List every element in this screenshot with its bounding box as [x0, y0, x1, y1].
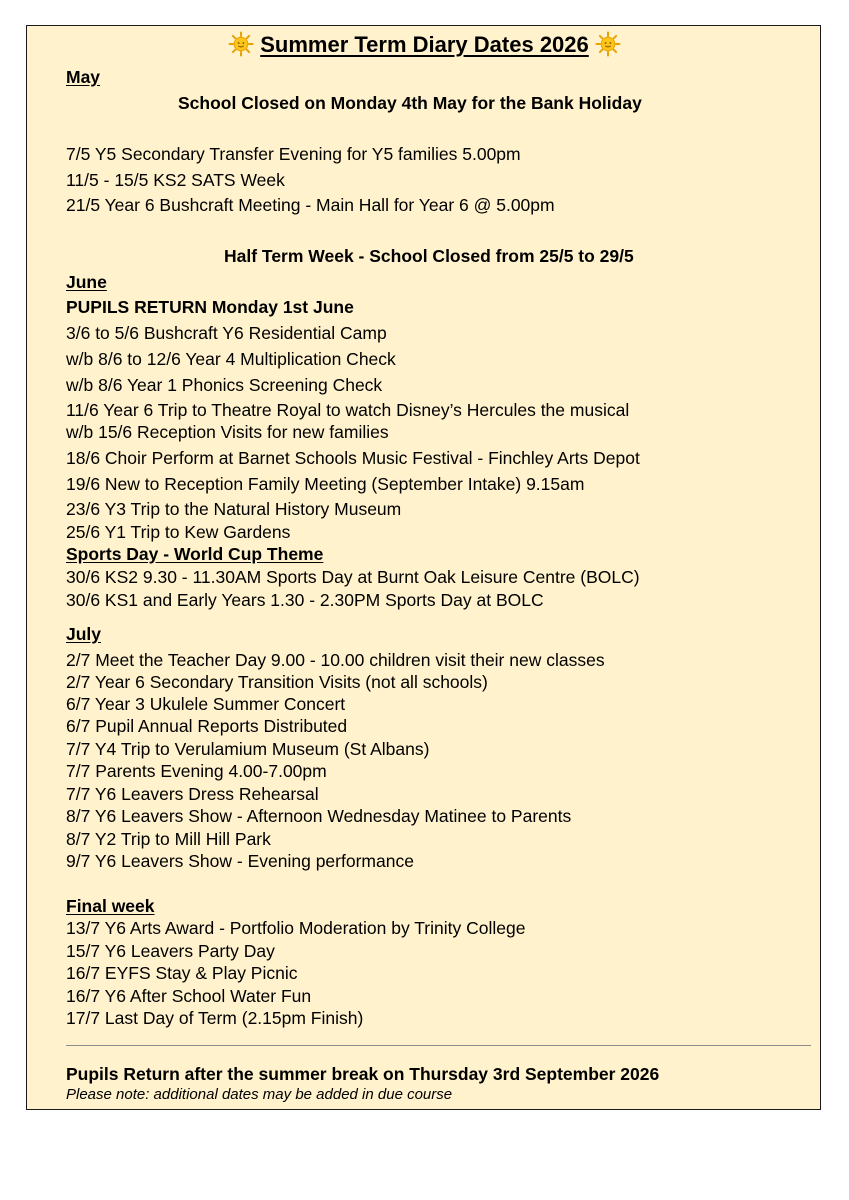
list-item: 8/7 Y2 Trip to Mill Hill Park [66, 829, 271, 849]
list-item: 6/7 Pupil Annual Reports Distributed [66, 716, 348, 736]
sun-icon [228, 31, 254, 57]
section-heading-may: May [66, 67, 101, 87]
list-item: 25/6 Y1 Trip to Kew Gardens [66, 522, 291, 542]
list-item: 7/7 Parents Evening 4.00-7.00pm [66, 761, 327, 781]
list-item: 16/7 EYFS Stay & Play Picnic [66, 963, 298, 983]
list-item: 16/7 Y6 After School Water Fun [66, 986, 312, 1006]
list-item: 3/6 to 5/6 Bushcraft Y6 Residential Camp [66, 323, 387, 343]
list-item: 11/5 - 15/5 KS2 SATS Week [66, 170, 285, 190]
list-item: 18/6 Choir Perform at Barnet Schools Music Festival - Finchley Arts Depot [66, 448, 640, 468]
list-item: 23/6 Y3 Trip to the Natural History Museum [66, 499, 402, 519]
title-text: Summer Term Diary Dates 2026 [260, 32, 589, 57]
page-title [0, 31, 849, 59]
list-item: 30/6 KS2 9.30 - 11.30AM Sports Day at Burnt Oak Leisure Centre (BOLC) [66, 567, 640, 587]
additional-dates-note: Please note: additional dates may be added in due course [66, 1086, 453, 1103]
list-item: 11/6 Year 6 Trip to Theatre Royal to watch Disney’s Hercules the musical [66, 400, 630, 420]
autumn-return-notice: Pupils Return after the summer break on Thursday 3rd September 2026 [66, 1064, 660, 1084]
list-item: 2/7 Meet the Teacher Day 9.00 - 10.00 children visit their new classes [66, 650, 605, 670]
list-item: w/b 8/6 to 12/6 Year 4 Multiplication Check [66, 349, 396, 369]
list-item: 8/7 Y6 Leavers Show - Afternoon Wednesday Matinee to Parents [66, 806, 572, 826]
list-item: 30/6 KS1 and Early Years 1.30 - 2.30PM Sports Day at BOLC [66, 590, 544, 610]
may-closure-notice: School Closed on Monday 4th May for the Bank Holiday [178, 93, 642, 113]
list-item: 6/7 Year 3 Ukulele Summer Concert [66, 694, 346, 714]
june-return-notice: PUPILS RETURN Monday 1st June [66, 297, 354, 317]
list-item: 19/6 New to Reception Family Meeting (September Intake) 9.15am [66, 474, 585, 494]
list-item: 13/7 Y6 Arts Award - Portfolio Moderation by Trinity College [66, 918, 526, 938]
list-item: 21/5 Year 6 Bushcraft Meeting - Main Hall for Year 6 @ 5.00pm [66, 195, 555, 215]
divider [66, 1045, 811, 1046]
list-item: w/b 8/6 Year 1 Phonics Screening Check [66, 375, 383, 395]
list-item: 17/7 Last Day of Term (2.15pm Finish) [66, 1008, 364, 1028]
list-item: 7/7 Y6 Leavers Dress Rehearsal [66, 784, 319, 804]
section-heading-final-week: Final week [66, 896, 155, 916]
list-item: 7/5 Y5 Secondary Transfer Evening for Y5 families 5.00pm [66, 144, 521, 164]
section-heading-july: July [66, 624, 102, 644]
section-heading-june: June [66, 272, 107, 292]
list-item: w/b 15/6 Reception Visits for new families [66, 422, 389, 442]
sun-icon [595, 31, 621, 57]
list-item: 2/7 Year 6 Secondary Transition Visits (not all schools) [66, 672, 488, 692]
list-item: 7/7 Y4 Trip to Verulamium Museum (St Albans) [66, 739, 430, 759]
list-item: 15/7 Y6 Leavers Party Day [66, 941, 275, 961]
sports-day-heading: Sports Day - World Cup Theme [66, 544, 324, 564]
list-item: 9/7 Y6 Leavers Show - Evening performance [66, 851, 414, 871]
half-term-notice: Half Term Week - School Closed from 25/5 to 29/5 [224, 246, 634, 266]
